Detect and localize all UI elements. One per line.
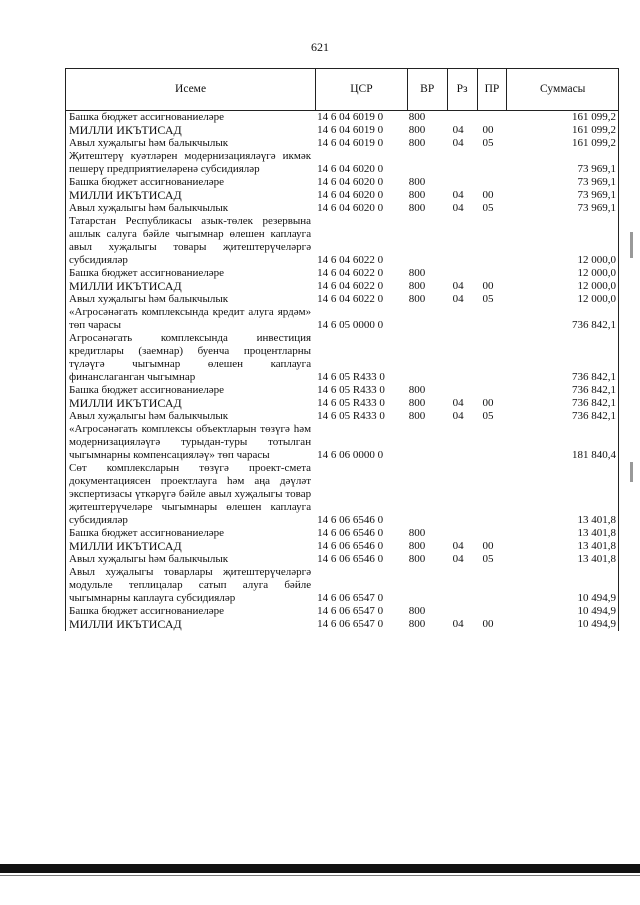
cell-vr: 800 [408,267,426,279]
header-vr: ВР [407,69,447,110]
cell-sum: 736 842,1 [571,384,616,396]
cell-csr: 14 6 04 6020 0 [317,176,384,188]
cell-sum: 13 401,8 [577,553,616,565]
cell-name: Авыл хуҗалыгы һәм балыкчылык [69,202,229,214]
header-rz: Рз [447,69,477,110]
cell-pr: 05 [482,137,494,149]
cell-vr: 800 [408,397,426,409]
cell-name: МИЛЛИ ИКЪТИСАД [69,279,182,293]
cell-vr: 800 [408,410,426,422]
cell-name: «Агросәнәгать комплексында кредит алуга ярдәм» төп чарасы [69,306,312,331]
cell-name: МИЛЛИ ИКЪТИСАД [69,539,182,553]
cell-name: Башка бюджет ассигнованиеләре [69,111,224,123]
header-pr: ПР [477,69,507,110]
table-row [66,189,618,202]
table-body [65,111,619,631]
cell-name: МИЛЛИ ИКЪТИСАД [69,188,182,202]
cell-sum: 10 494,9 [577,618,616,630]
cell-pr: 05 [482,410,494,422]
cell-vr: 800 [408,605,426,617]
cell-pr: 00 [482,189,494,201]
cell-rz: 04 [452,410,464,422]
cell-csr: 14 6 04 6022 0 [317,280,384,292]
cell-pr: 00 [482,397,494,409]
cell-csr: 14 6 06 6547 0 [317,605,384,617]
cell-csr: 14 6 06 6546 0 [317,553,384,565]
cell-rz: 04 [452,293,464,305]
cell-sum: 736 842,1 [571,319,616,331]
cell-name: Татарстан Республикасы азык-төлек резервына ашлык салуга бәйле чыгымнар өлешен каплауга авыл хуҗалыгы товары җитештерүчеләргә субсидияләр [69,215,312,266]
cell-name: Башка бюджет ассигнованиеләре [69,267,224,279]
table-row [66,124,618,137]
header-sum: Суммасы [506,69,618,110]
cell-sum: 161 099,2 [571,124,616,136]
table-row [66,293,618,306]
cell-csr: 14 6 04 6020 0 [317,163,384,175]
cell-sum: 73 969,1 [577,202,616,214]
cell-sum: 161 099,2 [571,137,616,149]
cell-vr: 800 [408,540,426,552]
cell-name: Башка бюджет ассигнованиеләре [69,605,224,617]
cell-csr: 14 6 05 R433 0 [317,410,385,422]
cell-sum: 12 000,0 [577,267,616,279]
cell-sum: 10 494,9 [577,592,616,604]
budget-table [65,68,619,631]
table-row [66,137,618,150]
cell-vr: 800 [408,527,426,539]
cell-sum: 12 000,0 [577,293,616,305]
table-row [66,553,618,566]
scan-bottom-line [0,875,640,876]
cell-sum: 73 969,1 [577,163,616,175]
table-row [66,540,618,553]
table-header [65,68,619,111]
cell-vr: 800 [408,293,426,305]
cell-pr: 05 [482,202,494,214]
header-csr: ЦСР [315,69,407,110]
cell-pr: 00 [482,618,494,630]
cell-sum: 12 000,0 [577,254,616,266]
cell-name: МИЛЛИ ИКЪТИСАД [69,123,182,137]
cell-name: Башка бюджет ассигнованиеләре [69,176,224,188]
cell-pr: 00 [482,540,494,552]
cell-sum: 161 099,2 [571,111,616,123]
cell-vr: 800 [408,384,426,396]
cell-sum: 736 842,1 [571,397,616,409]
table-row [66,215,618,267]
cell-vr: 800 [408,202,426,214]
cell-rz: 04 [452,397,464,409]
cell-sum: 73 969,1 [577,176,616,188]
cell-csr: 14 6 04 6020 0 [317,189,384,201]
cell-sum: 73 969,1 [577,189,616,201]
cell-name: Авыл хуҗалыгы һәм балыкчылык [69,137,229,149]
cell-csr: 14 6 06 0000 0 [317,449,384,461]
cell-csr: 14 6 06 6547 0 [317,592,384,604]
cell-rz: 04 [452,553,464,565]
cell-csr: 14 6 05 R433 0 [317,384,385,396]
cell-sum: 13 401,8 [577,527,616,539]
cell-rz: 04 [452,189,464,201]
table-row [66,202,618,215]
cell-name: Авыл хуҗалыгы һәм балыкчылык [69,293,229,305]
cell-csr: 14 6 06 6546 0 [317,527,384,539]
table-row [66,462,618,527]
cell-name: Башка бюджет ассигнованиеләре [69,527,224,539]
cell-name: Авыл хуҗалыгы товарлары җитештерүчеләргә модульле теплицалар сатып алуга бәйле чыгымнарны каплауга субсидияләр [69,566,312,604]
cell-sum: 10 494,9 [577,605,616,617]
cell-name: МИЛЛИ ИКЪТИСАД [69,396,182,410]
cell-vr: 800 [408,137,426,149]
cell-csr: 14 6 04 6022 0 [317,254,384,266]
cell-rz: 04 [452,202,464,214]
table-row [66,618,618,631]
cell-vr: 800 [408,618,426,630]
cell-sum: 736 842,1 [571,410,616,422]
cell-csr: 14 6 06 6547 0 [317,618,384,630]
cell-name: МИЛЛИ ИКЪТИСАД [69,617,182,631]
page-number: 621 [311,40,329,54]
cell-csr: 14 6 05 0000 0 [317,319,384,331]
cell-name: Агросәнәгать комплексында инвестиция кредитлары (заемнар) буенча процентларны түләүгә чыгымнар өлешен каплауга финанслаганган чыгымнар [69,332,312,383]
cell-vr: 800 [408,189,426,201]
cell-rz: 04 [452,124,464,136]
cell-csr: 14 6 04 6022 0 [317,293,384,305]
cell-pr: 00 [482,124,494,136]
cell-csr: 14 6 04 6019 0 [317,111,384,123]
table-row [66,566,618,605]
cell-name: Авыл хуҗалыгы һәм балыкчылык [69,410,229,422]
header-name: Исеме [175,83,207,95]
cell-pr: 05 [482,293,494,305]
cell-csr: 14 6 05 R433 0 [317,397,385,409]
cell-vr: 800 [408,553,426,565]
cell-csr: 14 6 05 R433 0 [317,371,385,383]
scan-bottom-bar [0,864,640,873]
cell-sum: 181 840,4 [571,449,616,461]
cell-csr: 14 6 04 6022 0 [317,267,384,279]
cell-pr: 00 [482,280,494,292]
scan-edge-mark [630,462,633,482]
cell-sum: 12 000,0 [577,280,616,292]
cell-vr: 800 [408,280,426,292]
table-row [66,423,618,462]
table-row [66,306,618,332]
cell-sum: 736 842,1 [571,371,616,383]
cell-name: Авыл хуҗалыгы һәм балыкчылык [69,553,229,565]
cell-pr: 05 [482,553,494,565]
cell-sum: 13 401,8 [577,540,616,552]
table-row [66,280,618,293]
cell-csr: 14 6 04 6019 0 [317,137,384,149]
cell-name: Сөт комплексларын төзүгә проект-смета документациясен проектлауга һәм аңа дәүләт экспертизасы үткәрүгә бәйле авыл хуҗалыгы товар җитештерүчеләре чыгымнары өлешен каплауга субсидияләр [69,462,312,526]
table-row [66,332,618,384]
cell-name: Җитештерү куәтләрен модернизацияләүгә икмәк пешерү предприятиеләренә субсидияләр [69,150,312,175]
cell-rz: 04 [452,137,464,149]
cell-name: «Агросәнәгать комплексы объектларын төзүгә һәм модернизацияләүгә турыдан-туры тотылган чыгымнарны компенсацияләү» төп чарасы [69,423,312,461]
table-row [66,150,618,176]
cell-vr: 800 [408,176,426,188]
cell-csr: 14 6 06 6546 0 [317,514,384,526]
cell-rz: 04 [452,280,464,292]
cell-name: Башка бюджет ассигнованиеләре [69,384,224,396]
cell-sum: 13 401,8 [577,514,616,526]
cell-vr: 800 [408,111,426,123]
cell-csr: 14 6 06 6546 0 [317,540,384,552]
scan-edge-mark [630,232,633,258]
cell-rz: 04 [452,618,464,630]
cell-csr: 14 6 04 6019 0 [317,124,384,136]
table-row [66,397,618,410]
cell-vr: 800 [408,124,426,136]
cell-rz: 04 [452,540,464,552]
cell-csr: 14 6 04 6020 0 [317,202,384,214]
table-row [66,410,618,423]
